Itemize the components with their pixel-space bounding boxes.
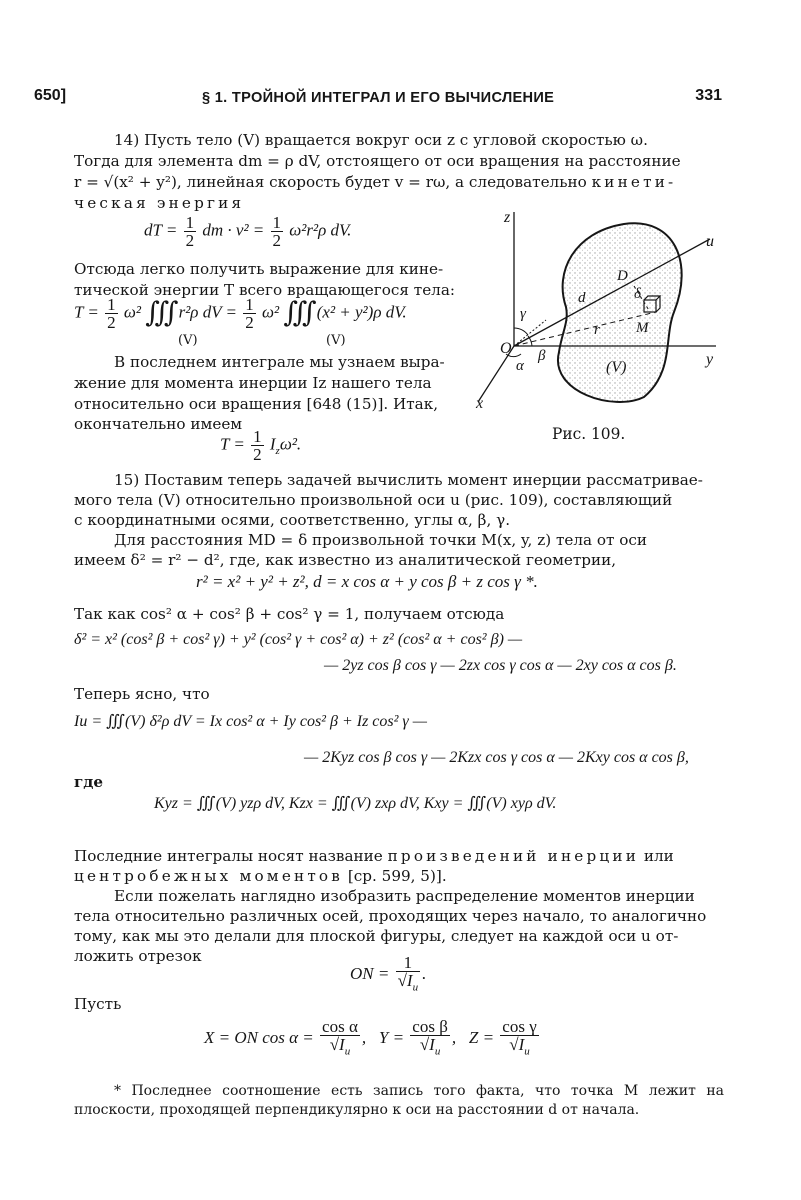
paragraph-15-line-4: Для расстояния MD = δ произвольной точки M(x, y, z) тела от оси [114,531,648,549]
figure-caption: Рис. 109. [552,425,626,443]
equation-r-and-d: r² = x² + y² + z², d = x cos α + y cos β + z cos γ *. [196,572,538,591]
paragraph-15-line-10: Если пожелать наглядно изобразить распределение моментов инерции [114,887,695,905]
paragraph-15-line-6: Так как cos² α + cos² β + cos² γ = 1, получаем отсюда [74,605,505,623]
where-word: где [74,773,104,791]
origin-label: O [500,340,512,357]
integration-domain-label: (V) [178,333,198,348]
equation-products-of-inertia: Kyz = ∭(V) yzρ dV, Kzx = ∭(V) zxρ dV, Kxy = ∭(V) xyρ dV. [154,795,557,812]
d-label: d [578,290,586,306]
paragraph-14-line-2: Тогда для элемента dm = ρ dV, отстоящего от оси вращения на расстояние [74,152,681,170]
body-v-label: (V) [606,359,627,376]
paragraph-15-line-9: центробежных моментов [ср. 599, 5)]. [74,867,447,885]
z-label: z [504,212,511,226]
beta-label: β [538,348,546,364]
running-header [34,86,722,112]
x-label: x [476,395,484,412]
alpha-label: α [516,358,524,374]
paragraph-15-line-7: Теперь ясно, что [74,685,210,703]
paragraph-15-line-2: мого тела (V) относительно произвольной оси u (рис. 109), составляющий [74,491,673,509]
equation-kinetic-energy-element: dT = $\frac{1}{2}$ dm · v² = $\frac{1}{2}$ ω²r²ρ dV. [144,213,352,250]
paragraph-15-line-3: с координатными осями, соответственно, углы α, β, γ. [74,511,511,529]
equation-total-kinetic-energy: T = $\frac{1}{2}$ ω² ∭ r²ρ dV = $\frac{1}{2}$ ω² ∭ (x² + y²)ρ dV. [74,295,407,332]
equation-moment-of-inertia-u-cont: — 2Kyz cos β cos γ — 2Kzx cos γ cos α — 2Kxy cos α cos β, [304,749,689,766]
point-d-label: D [617,268,628,284]
equation-coordinates-xyz: X = ON cos α = $\frac{\text{cos α}}{√I_u}$ , Y = $\frac{\text{cos β}}{√I_u}$ , Z = $\frac{\text{cos γ}}{√I_u}$ [204,1017,537,1058]
paragraph-14-line-1: 14) Пусть тело (V) вращается вокруг оси z с угловой скоростью ω. [114,131,648,149]
paragraph-14-line-9: относительно оси вращения [648 (15)]. Итак, [74,395,439,413]
paragraph-15-line-1: 15) Поставим теперь задачей вычислить момент инерции рассматривае- [114,471,703,489]
r-label: r [594,322,600,338]
equation-kinetic-energy-final: T = $\frac{1}{2}$ $I_z\omega^2$. [220,427,302,464]
integration-domain-label: (V) [326,333,346,348]
angle-marker [514,320,546,346]
page-number: 331 [695,87,722,104]
u-label: u [706,233,714,250]
equation-on-segment: ON = $\frac{1}{√I_u}$ . [350,953,427,994]
footnote: * Последнее соотношение есть запись того факта, что точка M лежит на плоскости, проходящей перпендикулярно к оси на расстоянии d от начала. [74,1083,724,1118]
paragraph-15-line-5: имеем δ² = r² − d², где, как известно из аналитической геометрии, [74,551,617,569]
delta-label: δ [634,286,641,302]
equation-delta-squared: δ² = x² (cos² β + cos² γ) + y² (cos² γ + cos² α) + z² (cos² α + cos² β) — [74,631,523,648]
paragraph-14-line-4: ческая энергия [74,194,245,212]
paragraph-14-line-8: жение для момента инерции Iz нашего тела [74,374,432,392]
gamma-label: γ [520,306,526,322]
equation-delta-squared-cont: — 2yz cos β cos γ — 2zx cos γ cos α — 2xy cos α cos β. [324,657,677,674]
figure-109-rotation-diagram [474,212,724,412]
section-reference: 650] [34,87,67,104]
paragraph-15-line-8: Последние интегралы носят название произведений инерции или [74,847,674,865]
y-label: y [706,351,714,368]
paragraph-14-line-6: тической энергии T всего вращающегося тела: [74,281,456,299]
paragraph-15-line-11: тела относительно различных осей, проходящих через начало, то аналогично [74,907,707,925]
equation-moment-of-inertia-u: Iu = ∭(V) δ²ρ dV = Ix cos² α + Iy cos² β + Iz cos² γ — [74,713,427,730]
paragraph-14-line-3: r = √(x² + y²), линейная скорость будет v = rω, а следовательно кинети- [74,173,677,191]
paragraph-14-line-7: В последнем интеграле мы узнаем выра- [114,353,445,371]
point-m-label: M [636,320,649,336]
paragraph-14-line-10: окончательно имеем [74,415,243,433]
section-title: § 1. ТРОЙНОЙ ИНТЕГРАЛ И ЕГО ВЫЧИСЛЕНИЕ [202,90,555,106]
let-word: Пусть [74,995,122,1013]
paragraph-15-line-12: тому, как мы это делали для плоской фигуры, следует на каждой оси u от- [74,927,679,945]
paragraph-15-line-13: ложить отрезок [74,947,202,965]
paragraph-14-line-5: Отсюда легко получить выражение для кине- [74,260,444,278]
